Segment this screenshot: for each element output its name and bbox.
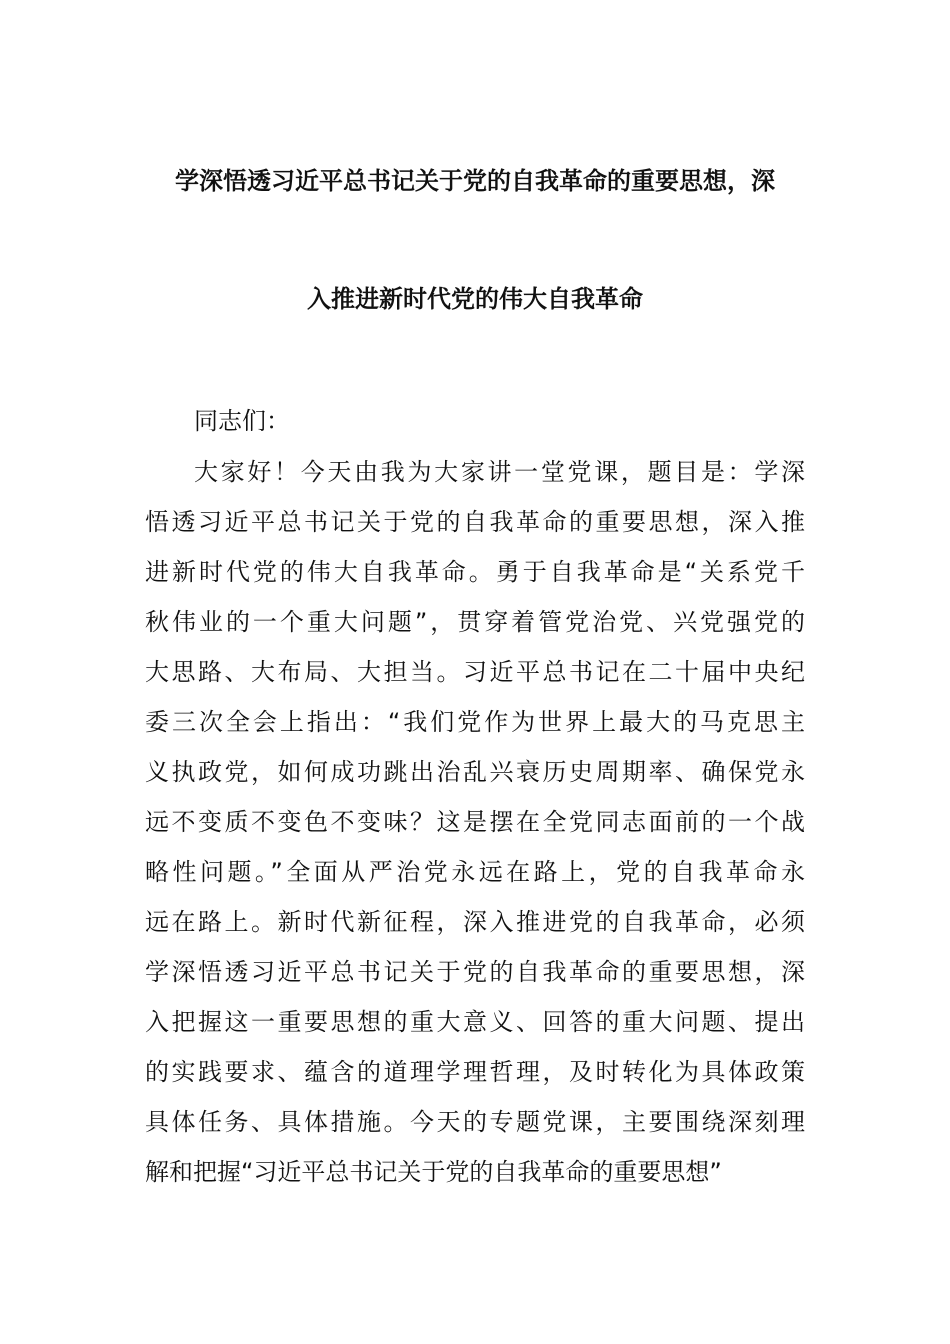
document-title-line-1: 学深悟透习近平总书记关于党的自我革命的重要思想，深 — [175, 167, 775, 195]
paragraph-line: 秋伟业的一个重大问题”，贯穿着管党治党、兴党强党的 — [145, 608, 805, 636]
greeting-text: 同志们： — [194, 407, 290, 435]
paragraph-line: 大思路、大布局、大担当。习近平总书记在二十届中央纪 — [145, 658, 805, 686]
paragraph-line: 具体任务、具体措施。今天的专题党课，主要围绕深刻理 — [145, 1108, 805, 1136]
paragraph-line: 学深悟透习近平总书记关于党的自我革命的重要思想，深 — [145, 958, 805, 986]
paragraph-line: 委三次全会上指出：“我们党作为世界上最大的马克思主 — [145, 708, 805, 736]
document-title-line-2: 入推进新时代党的伟大自我革命 — [307, 285, 643, 313]
paragraph-line: 远在路上。新时代新征程，深入推进党的自我革命，必须 — [145, 908, 805, 936]
paragraph-line: 义执政党，如何成功跳出治乱兴衰历史周期率、确保党永 — [145, 758, 805, 786]
paragraph-line: 解和把握“习近平总书记关于党的自我革命的重要思想” — [145, 1158, 722, 1186]
paragraph-line: 略性问题。”全面从严治党永远在路上，党的自我革命永 — [145, 858, 805, 886]
paragraph-line: 悟透习近平总书记关于党的自我革命的重要思想，深入推 — [145, 508, 805, 536]
paragraph-line: 进新时代党的伟大自我革命。勇于自我革命是“关系党千 — [145, 558, 805, 586]
paragraph-line: 入把握这一重要思想的重大意义、回答的重大问题、提出 — [145, 1008, 805, 1036]
paragraph-line: 远不变质不变色不变味？这是摆在全党同志面前的一个战 — [145, 808, 805, 836]
paragraph-line: 的实践要求、蕴含的道理学理哲理，及时转化为具体政策 — [145, 1058, 805, 1086]
paragraph-line: 大家好！今天由我为大家讲一堂党课，题目是：学深 — [194, 458, 805, 486]
